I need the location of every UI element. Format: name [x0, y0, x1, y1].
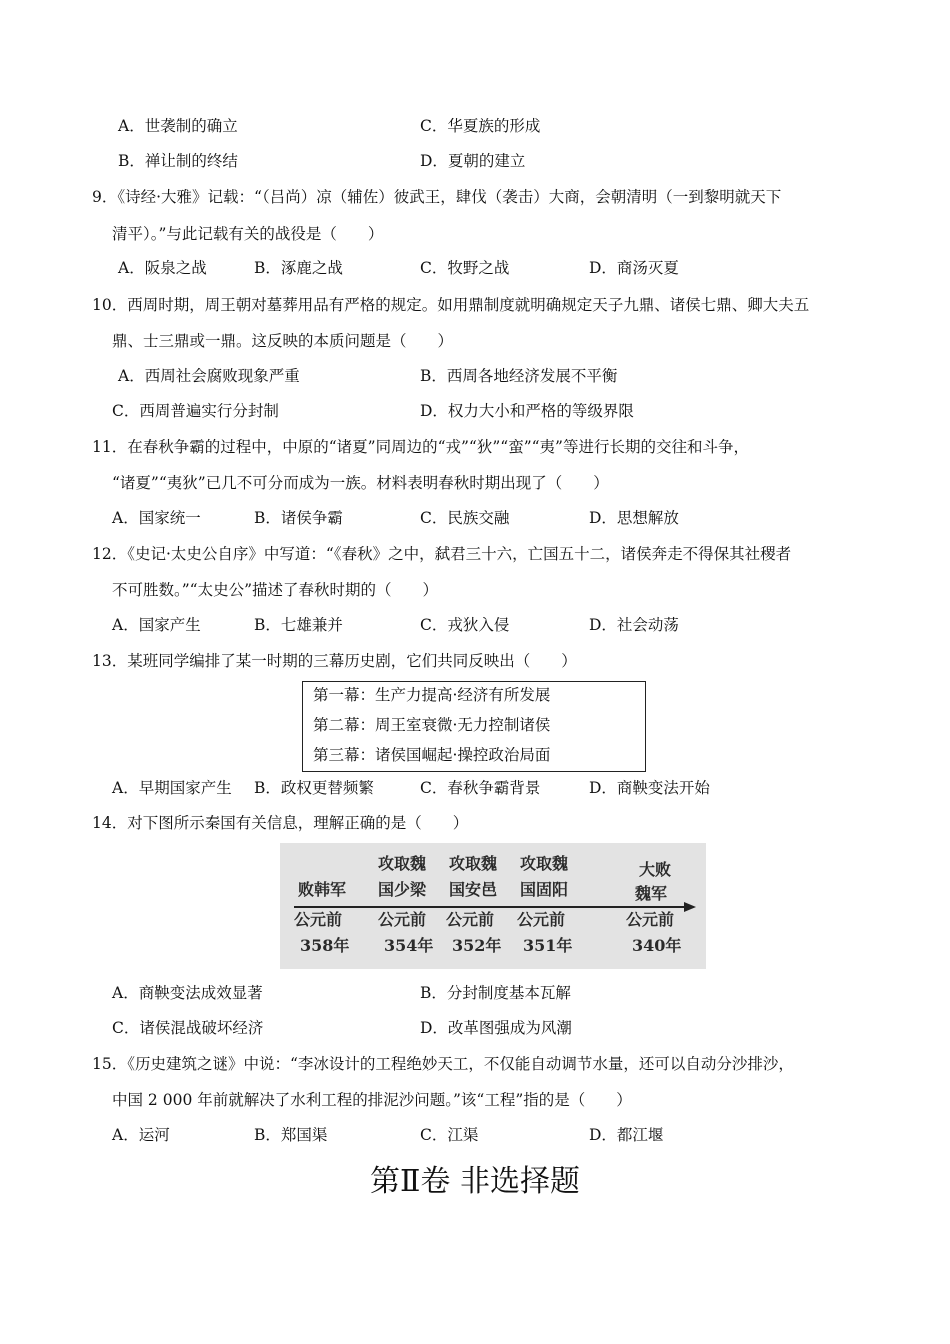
q15-option-d: D．都江堰	[589, 1126, 664, 1144]
event-guyang-2: 国固阳	[520, 880, 569, 899]
event-guyang-1: 攻取魏	[520, 854, 569, 873]
q14-option-c: C．诸侯混战破坏经济	[112, 1019, 264, 1037]
q8-option-b: B．禅让制的终结	[118, 152, 238, 170]
q11-option-d: D．思想解放	[589, 509, 679, 527]
q15-option-a: A．运河	[112, 1126, 170, 1144]
q9-option-c: C．牧野之战	[420, 259, 510, 277]
q9-option-a: A．阪泉之战	[118, 259, 207, 277]
q10-stem-line1: 10．西周时期，周王朝对墓葬用品有严格的规定。如用鼎制度就明确规定天子九鼎、诸侯七鼎、卿大夫五	[92, 296, 810, 314]
event-anyi-1: 攻取魏	[449, 854, 498, 873]
event-shaoliang-2: 国少梁	[378, 880, 427, 899]
q14-option-b: B．分封制度基本瓦解	[420, 984, 571, 1002]
q13-scene-3: 第三幕：诸侯国崛起·操控政治局面	[313, 746, 551, 764]
q13-option-b: B．政权更替频繁	[254, 779, 374, 797]
timeline-arrow-icon	[684, 902, 696, 912]
q10-option-a: A．西周社会腐败现象严重	[118, 367, 300, 385]
date-354-2: 354年	[384, 936, 434, 955]
q12-option-c: C．戎狄入侵	[420, 616, 510, 634]
q10-option-c: C．西周普遍实行分封制	[112, 402, 279, 420]
q11-stem-line1: 11．在春秋争霸的过程中，中原的“诸夏”同周边的“戎”“狄”“蛮”“夷”等进行长期的交往和斗争，	[92, 438, 749, 456]
date-351-2: 351年	[523, 936, 573, 955]
q13-scene-1: 第一幕：生产力提高·经济有所发展	[313, 686, 551, 704]
q15-stem-line2: 中国 2 000 年前就解决了水利工程的排泥沙问题。”该“工程”指的是（ ）	[112, 1091, 632, 1109]
q12-stem-line1: 12．《史记·太史公自序》中写道：“《春秋》之中，弑君三十六，亡国五十二，诸侯奔走不得保其社稷者	[92, 545, 792, 563]
q8-option-a: A．世袭制的确立	[118, 117, 238, 135]
event-defeat-wei-2: 魏军	[635, 884, 668, 903]
q9-option-b: B．涿鹿之战	[254, 259, 343, 277]
q10-option-d: D．权力大小和严格的等级界限	[420, 402, 634, 420]
q11-option-a: A．国家统一	[112, 509, 201, 527]
q13-stem: 13．某班同学编排了某一时期的三幕历史剧，它们共同反映出（ ）	[92, 652, 577, 670]
q13-scene-2: 第二幕：周王室衰微·无力控制诸侯	[313, 716, 551, 734]
q14-option-a: A．商鞅变法成效显著	[112, 984, 263, 1002]
q12-option-a: A．国家产生	[112, 616, 201, 634]
q12-option-d: D．社会动荡	[589, 616, 679, 634]
q10-stem-line2: 鼎、士三鼎或一鼎。这反映的本质问题是（ ）	[112, 332, 454, 350]
date-351-1: 公元前	[517, 910, 566, 929]
q11-stem-line2: “诸夏”“夷狄”已几不可分而成为一族。材料表明春秋时期出现了（ ）	[112, 474, 609, 492]
q8-option-c: C．华夏族的形成	[420, 117, 541, 135]
event-shaoliang-1: 攻取魏	[378, 854, 427, 873]
event-defeat-wei-1: 大败	[639, 860, 672, 879]
date-358-2: 358年	[300, 936, 350, 955]
q14-stem: 14．对下图所示秦国有关信息，理解正确的是（ ）	[92, 814, 469, 832]
q13-option-c: C．春秋争霸背景	[420, 779, 541, 797]
q9-stem-line2: 清平）。”与此记载有关的战役是（ ）	[112, 225, 384, 243]
q12-option-b: B．七雄兼并	[254, 616, 343, 634]
event-defeat-han: 败韩军	[298, 880, 347, 899]
date-340-1: 公元前	[626, 910, 675, 929]
q8-option-d: D．夏朝的建立	[420, 152, 526, 170]
q9-option-d: D．商汤灭夏	[589, 259, 679, 277]
q14-option-d: D．改革图强成为风潮	[420, 1019, 572, 1037]
q15-option-c: C．江渠	[420, 1126, 479, 1144]
date-354-1: 公元前	[378, 910, 427, 929]
q13-scene-box	[302, 681, 646, 772]
date-358-1: 公元前	[294, 910, 343, 929]
q13-option-a: A．早期国家产生	[112, 779, 232, 797]
q15-option-b: B．郑国渠	[254, 1126, 328, 1144]
section-2-title: 第Ⅱ卷 非选择题	[370, 1164, 580, 1199]
q13-option-d: D．商鞅变法开始	[589, 779, 710, 797]
date-352-2: 352年	[452, 936, 502, 955]
q11-option-b: B．诸侯争霸	[254, 509, 343, 527]
event-anyi-2: 国安邑	[449, 880, 498, 899]
date-340-2: 340年	[632, 936, 682, 955]
q10-option-b: B．西周各地经济发展不平衡	[420, 367, 618, 385]
q15-stem-line1: 15．《历史建筑之谜》中说：“李冰设计的工程绝妙天工，不仅能自动调节水量，还可以自动分沙排沙，	[92, 1055, 794, 1073]
q12-stem-line2: 不可胜数。”“太史公”描述了春秋时期的（ ）	[112, 581, 439, 599]
qin-timeline-figure	[280, 843, 706, 969]
date-352-1: 公元前	[446, 910, 495, 929]
q9-stem-line1: 9．《诗经·大雅》记载：“（吕尚）凉（辅佐）彼武王，肆伐（袭击）大商，会朝清明（一到黎明就天下	[92, 188, 782, 206]
q11-option-c: C．民族交融	[420, 509, 510, 527]
